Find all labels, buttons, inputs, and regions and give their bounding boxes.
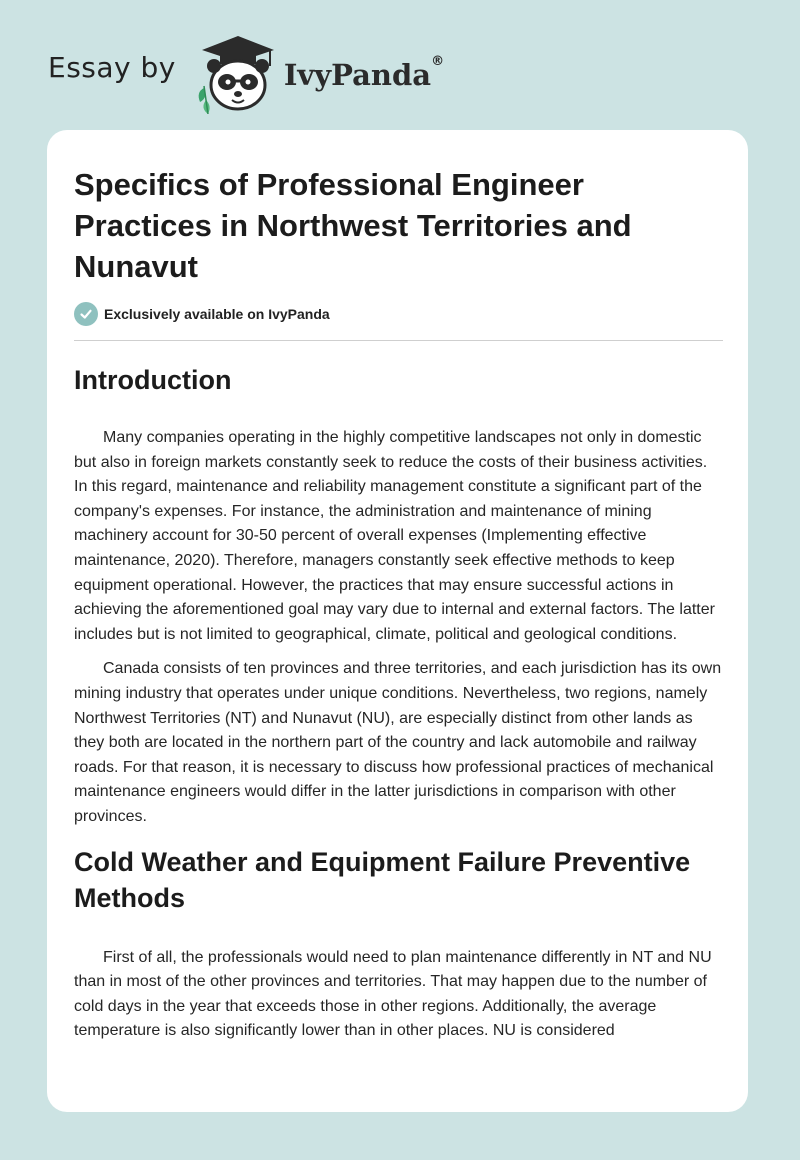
essay-card bbox=[47, 130, 748, 1112]
paragraph: Canada consists of ten provinces and three territories, and each jurisdiction has its own mining industry that operates under unique conditions. Nevertheless, two regions, namely Northwest Territories (NT) and Nunavut (NU), are especially distinct from other lands as they both are located in the northern part of the country and lack automobile and railway roads. For that reason, it is necessary to discuss how professional practices of mechanical maintenance engineers would differ in the latter jurisdictions in comparison with other provinces. bbox=[74, 660, 722, 825]
section-heading-cold-weather: Cold Weather and Equipment Failure Preventive Methods bbox=[74, 846, 691, 913]
exclusive-badge-label: Exclusively available on IvyPanda bbox=[104, 306, 330, 322]
paragraph: First of all, the professionals would need to plan maintenance differently in NT and NU than in most of the other provinces and territories. That may happen due to the number of cold days in the year that exceeds those in other regions. Additionally, the average temperature is also significantly lower than in other places. NU is considered bbox=[74, 948, 712, 1040]
check-circle-icon bbox=[74, 302, 98, 326]
title-divider bbox=[74, 340, 723, 341]
brand-name[interactable]: IvyPanda® bbox=[283, 54, 445, 92]
essay-by-label: Essay by bbox=[48, 50, 176, 84]
section-heading-introduction: Introduction bbox=[74, 365, 232, 395]
registered-mark: ® bbox=[431, 54, 445, 69]
page-title: Specifics of Professional Engineer Practices in Northwest Territories and Nunavut bbox=[74, 167, 632, 284]
panda-logo-icon[interactable] bbox=[190, 30, 280, 114]
site-header bbox=[48, 30, 444, 114]
exclusive-badge bbox=[74, 302, 722, 326]
paragraph: Many companies operating in the highly competitive landscapes not only in domestic but also in foreign markets constantly seek to reduce the costs of their business activities. In this regard, maintenance and reliability management constitute a significant part of the company's expenses. For instance, the administration and maintenance of mining machinery account for 30-50 percent of overall expenses (Implementing effective maintenance, 2020). Therefore, managers constantly seek effective methods to keep equipment operational. However, the practices that may ensure successful actions in achieving the aforementioned goal may vary due to internal and external factors. The latter includes but is not limited to geographical, climate, political and geological conditions. bbox=[74, 429, 715, 643]
